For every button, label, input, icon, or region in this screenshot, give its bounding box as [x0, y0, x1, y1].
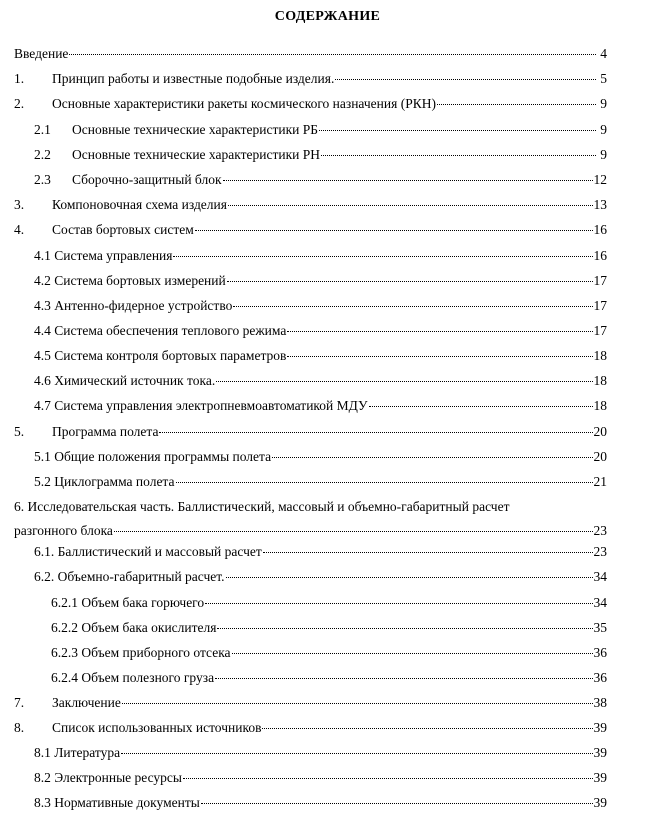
toc-entry-number: 2.2: [34, 147, 51, 162]
toc-entry[interactable]: [34, 398, 607, 414]
toc-entry-label: 6.1. Баллистический и массовый расчет: [34, 544, 262, 559]
toc-entry-label: Программа полета: [52, 424, 159, 439]
toc-entry[interactable]: [34, 373, 607, 389]
dot-leader: [319, 129, 596, 131]
dot-leader: [176, 481, 593, 483]
toc-entry-page: 38: [593, 695, 607, 710]
toc-entry[interactable]: [14, 46, 607, 62]
dot-leader: [233, 305, 592, 307]
toc-entry-page: 36: [593, 645, 607, 660]
toc-entry-number: 7.: [14, 695, 25, 710]
toc-entry-page: 13: [593, 197, 607, 212]
dot-leader: [159, 431, 592, 433]
toc-entry-label: 4.1 Система управления: [34, 248, 173, 263]
toc-entry-label: 6.2.2 Объем бака окислителя: [51, 620, 217, 635]
toc-entry-label: 5.1 Общие положения программы полета: [34, 449, 272, 464]
dot-leader: [437, 103, 596, 105]
toc-entry[interactable]: [34, 147, 607, 163]
dot-leader: [228, 204, 593, 206]
toc-entry[interactable]: [34, 745, 607, 761]
toc-entry-label: 5.2 Циклограмма полета: [34, 474, 175, 489]
toc-entry-number: 5.: [14, 424, 25, 439]
toc-entry[interactable]: [34, 474, 607, 490]
toc-entry-label: 4.6 Химический источник тока.: [34, 373, 216, 388]
toc-entry-label: Принцип работы и известные подобные изделия.: [52, 71, 335, 86]
toc-entry-page: 18: [593, 373, 607, 388]
toc-entry-page: 16: [593, 222, 607, 237]
toc-entry-page: 9: [600, 122, 607, 137]
dot-leader: [173, 255, 592, 257]
dot-leader: [272, 456, 592, 458]
toc-entry-page: 21: [593, 474, 607, 489]
toc-entry-page: 39: [593, 745, 607, 760]
toc-entry-page: 34: [593, 569, 607, 584]
toc-entry[interactable]: [14, 424, 607, 440]
toc-entry-number: 2.3: [34, 172, 51, 187]
dot-leader: [232, 652, 593, 654]
toc-entry-label: Основные технические характеристики РН: [72, 147, 321, 162]
toc-entry-page: 23: [593, 544, 607, 559]
toc-entry[interactable]: [34, 348, 607, 364]
toc-entry-page: 18: [593, 398, 607, 413]
toc-entry-number: 2.1: [34, 122, 51, 137]
toc-entry-page: 23: [593, 523, 607, 538]
toc-entry[interactable]: [34, 569, 607, 585]
toc-entry-label: 6. Исследовательская часть. Баллистический, массовый и объемно-габаритный расчет: [14, 499, 510, 514]
toc-entry-label: Компоновочная схема изделия: [52, 197, 227, 212]
dot-leader: [217, 627, 592, 629]
toc-entry-label: 4.3 Антенно-фидерное устройство: [34, 298, 233, 313]
toc-entry[interactable]: [34, 449, 607, 465]
toc-entry-label: 6.2.4 Объем полезного груза: [51, 670, 215, 685]
toc-entry-label: Список использованных источников: [52, 720, 262, 735]
toc-entry[interactable]: [14, 695, 607, 711]
toc-entry-label: Основные характеристики ракеты космического назначения (РКН): [52, 96, 436, 111]
toc-entry-number: 8.: [14, 720, 25, 735]
toc-entry[interactable]: [51, 645, 607, 661]
dot-leader: [227, 280, 593, 282]
dot-leader: [122, 702, 593, 704]
toc-entry-label: 4.4 Система обеспечения теплового режима: [34, 323, 287, 338]
toc-entry[interactable]: [34, 795, 607, 811]
dot-leader: [263, 551, 593, 553]
toc-entry[interactable]: [34, 248, 607, 264]
toc-entry-page: 4: [600, 46, 607, 61]
dot-leader: [262, 727, 592, 729]
toc-entry-number: 2.: [14, 96, 25, 111]
toc-entry[interactable]: [34, 544, 607, 560]
toc-entry-label: Введение: [14, 46, 69, 61]
toc-entry-label: 6.2.3 Объем приборного отсека: [51, 645, 231, 660]
toc-entry-page: 35: [593, 620, 607, 635]
toc-entry-continuation: [14, 523, 607, 539]
toc-entry-label: 8.3 Нормативные документы: [34, 795, 200, 810]
toc-entry[interactable]: [14, 499, 607, 539]
toc-entry-page: 18: [593, 348, 607, 363]
toc-entry-page: 39: [593, 720, 607, 735]
toc-entry-page: 9: [600, 147, 607, 162]
toc-entry-page: 17: [593, 323, 607, 338]
dot-leader: [121, 752, 592, 754]
toc-entry[interactable]: [51, 670, 607, 686]
toc-entry-page: 12: [593, 172, 607, 187]
toc-entry-number: 1.: [14, 71, 25, 86]
dot-leader: [114, 530, 593, 532]
toc-entry-page: 39: [593, 770, 607, 785]
toc-entry[interactable]: [34, 122, 607, 138]
dot-leader: [226, 576, 593, 578]
dot-leader: [287, 355, 592, 357]
toc-entry-page: 36: [593, 670, 607, 685]
dot-leader: [195, 229, 593, 231]
dot-leader: [321, 154, 596, 156]
toc-entry[interactable]: [51, 620, 607, 636]
toc-entry[interactable]: [14, 71, 607, 87]
dot-leader: [369, 405, 593, 407]
toc-entry-label: Сборочно-защитный блок: [72, 172, 222, 187]
toc-entry[interactable]: [14, 96, 607, 112]
dot-leader: [223, 179, 593, 181]
toc-entry-page: 20: [593, 449, 607, 464]
toc-entry-number: 4.: [14, 222, 25, 237]
toc-entry[interactable]: [34, 323, 607, 339]
toc-entry-page: 16: [593, 248, 607, 263]
toc-entry[interactable]: [34, 172, 607, 188]
toc-entry-page: 5: [600, 71, 607, 86]
toc-entry-page: 17: [593, 273, 607, 288]
toc-entry[interactable]: [34, 770, 607, 786]
dot-leader: [215, 677, 592, 679]
dot-leader: [205, 602, 592, 604]
toc-entry-label: 6.2.1 Объем бака горючего: [51, 595, 205, 610]
toc-entry-label: 6.2. Объемно-габаритный расчет.: [34, 569, 225, 584]
toc-entry-label: Основные технические характеристики РБ: [72, 122, 319, 137]
toc-entry[interactable]: [14, 197, 607, 213]
toc-entry-label: Заключение: [52, 695, 121, 710]
toc-entry-label: 4.7 Система управления электропневмоавтоматикой МДУ: [34, 398, 368, 413]
toc-entry-label: 8.2 Электронные ресурсы: [34, 770, 182, 785]
toc-entry[interactable]: [14, 720, 607, 736]
toc-entry-page: 39: [593, 795, 607, 810]
toc-entry-label-cont: разгонного блока: [14, 523, 113, 538]
toc-entry-label: 8.1 Литература: [34, 745, 121, 760]
toc-entry-page: 20: [593, 424, 607, 439]
toc-entry-page: 17: [593, 298, 607, 313]
toc-entry-label: 4.5 Система контроля бортовых параметров: [34, 348, 287, 363]
toc-entry-label: 4.2 Система бортовых измерений: [34, 273, 226, 288]
toc-entry[interactable]: [51, 595, 607, 611]
toc-entry-label: Состав бортовых систем: [52, 222, 194, 237]
page-title: СОДЕРЖАНИЕ: [274, 9, 381, 24]
toc-entry-number: 3.: [14, 197, 25, 212]
dot-leader: [216, 380, 592, 382]
dot-leader: [335, 78, 596, 80]
dot-leader: [69, 53, 596, 55]
toc-entry[interactable]: [34, 298, 607, 314]
toc-entry-page: 34: [593, 595, 607, 610]
dot-leader: [183, 777, 593, 779]
toc-entry[interactable]: [34, 273, 607, 289]
dot-leader: [287, 330, 592, 332]
toc-entry-page: 9: [600, 96, 607, 111]
dot-leader: [201, 802, 593, 804]
toc-entry[interactable]: [14, 222, 607, 238]
